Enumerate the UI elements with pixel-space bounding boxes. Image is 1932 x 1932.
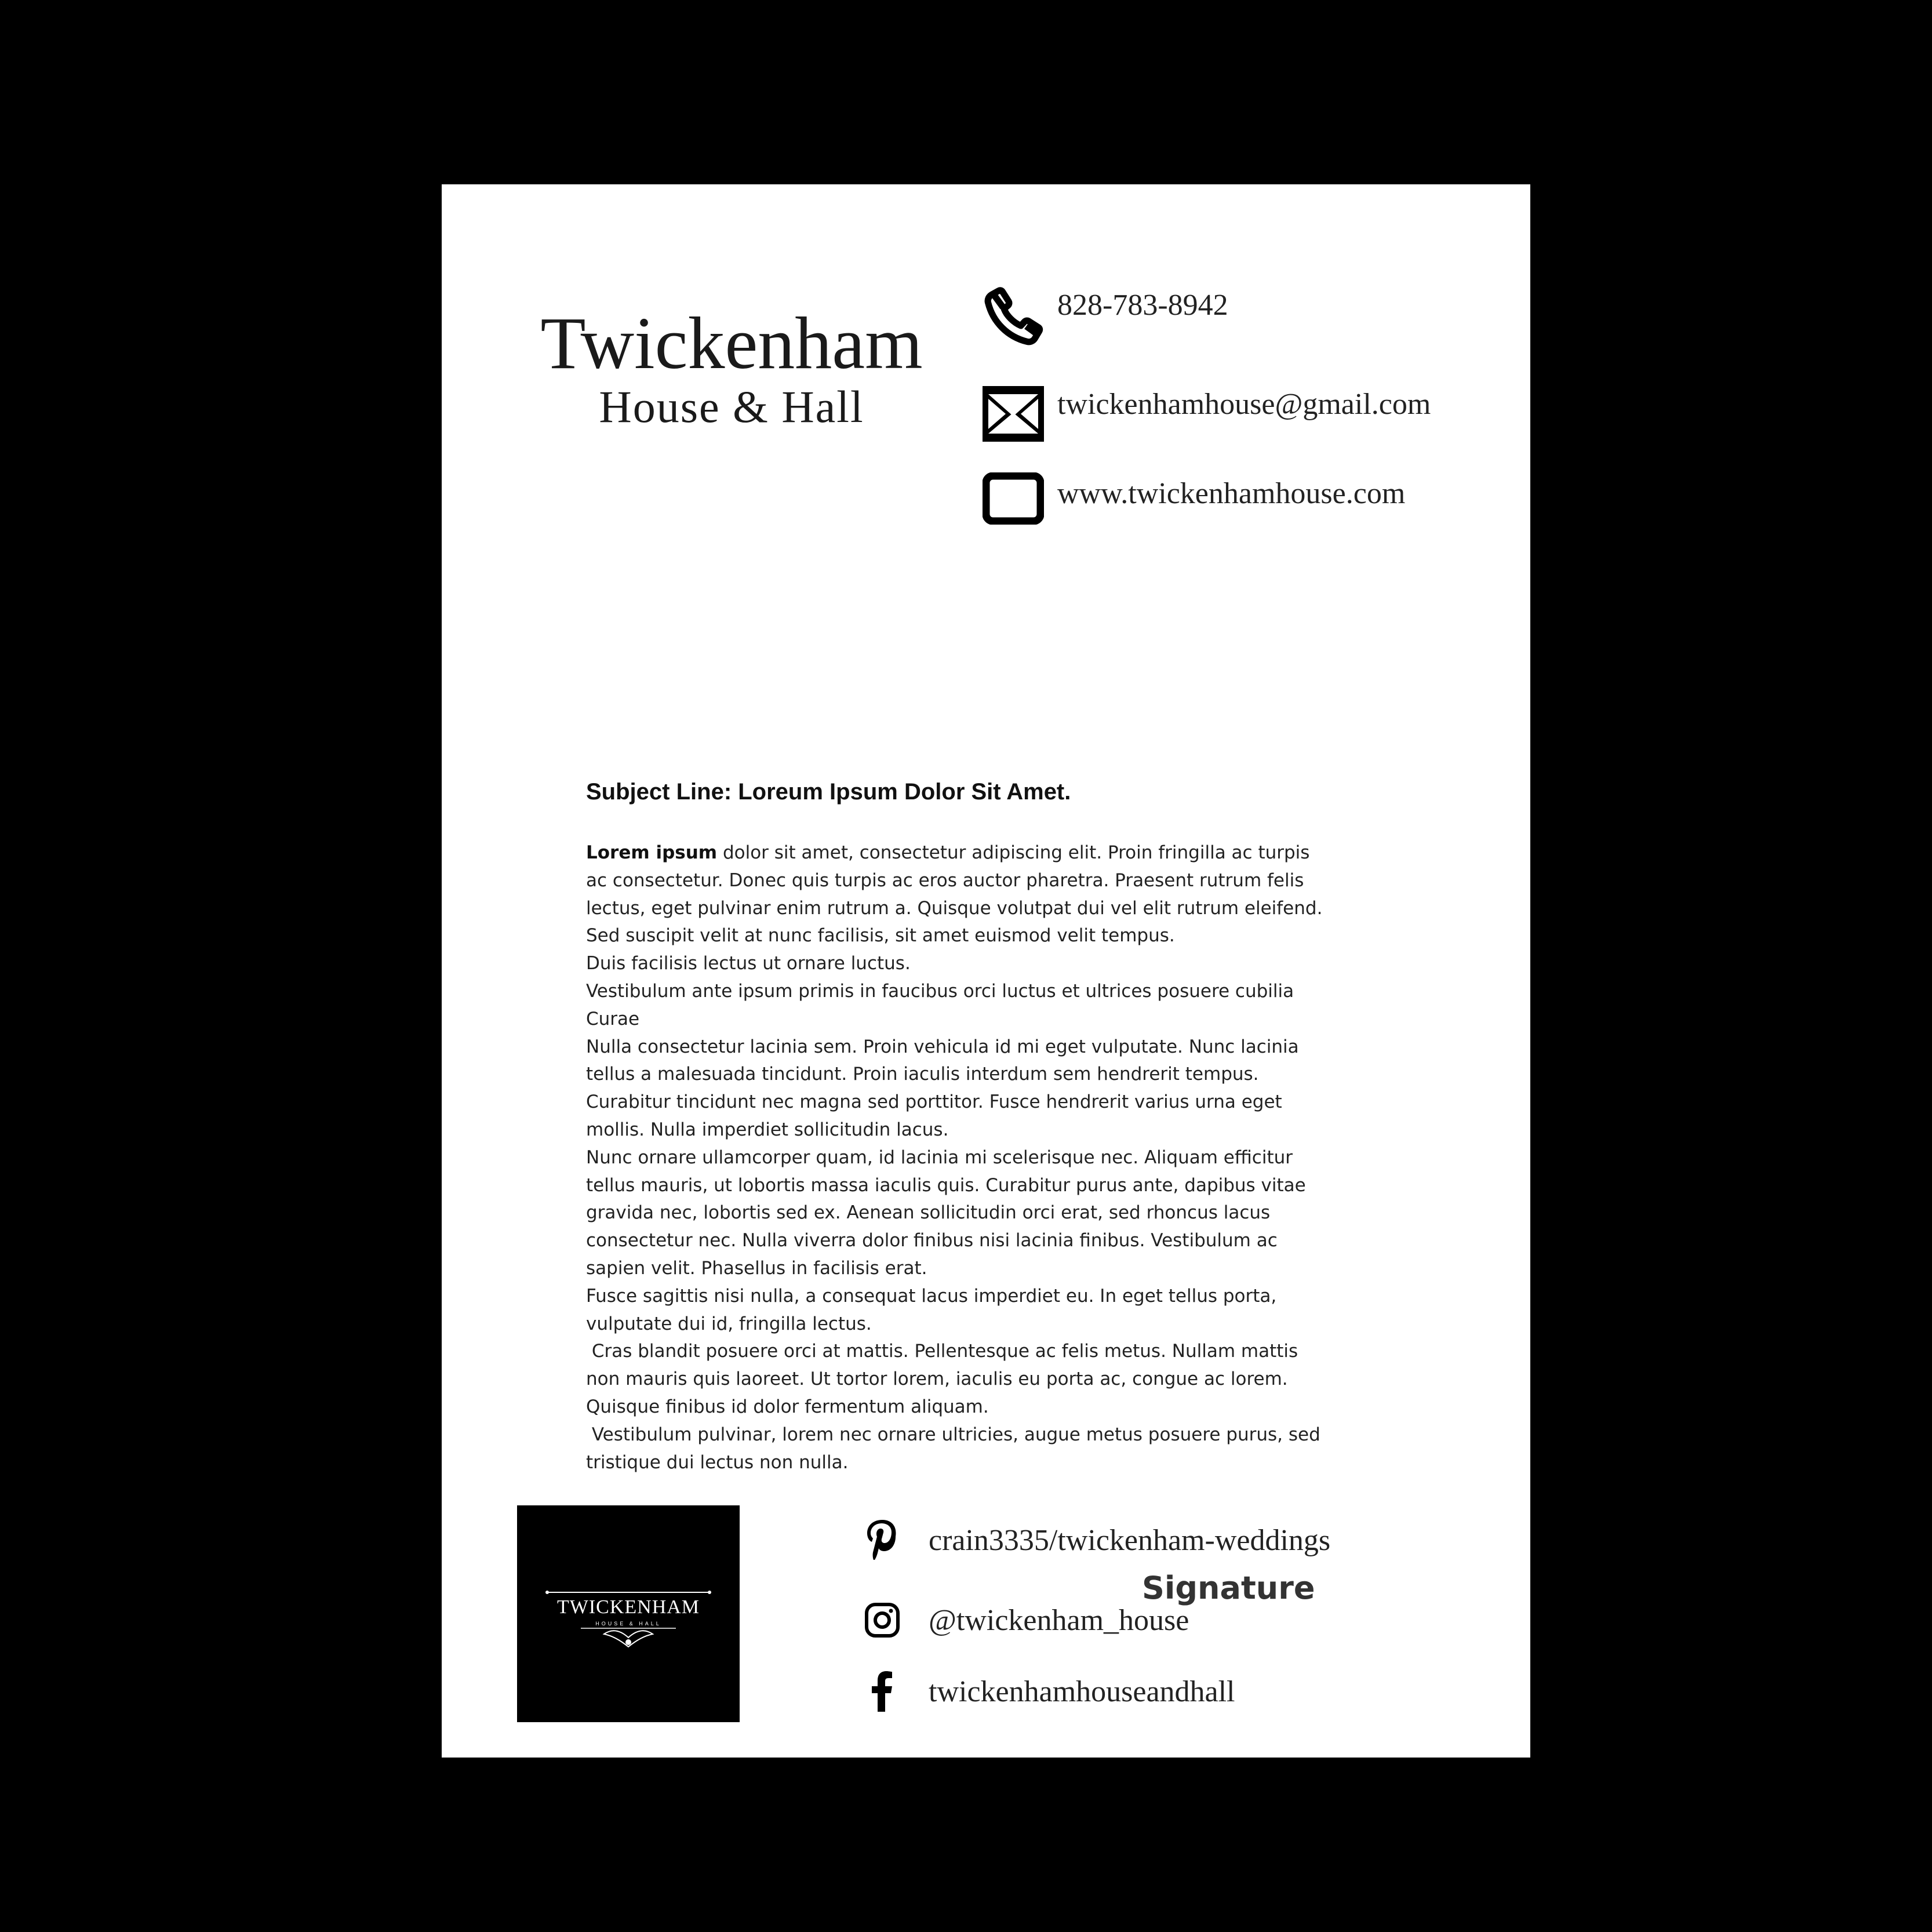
pinterest-handle[interactable]: crain3335/twickenham-weddings [929,1523,1331,1557]
instagram-handle[interactable]: @twickenham_house [929,1603,1189,1637]
brand-name: Twickenham [540,302,923,384]
body-paragraph: Curabitur tincidunt nec magna sed porttitor. Fusce hendrerit varius urna eget mollis. Nulla imperdiet sollicitudin lacus. [586,1091,1288,1140]
phone-number[interactable]: 828-783-8942 [1057,288,1228,322]
social-facebook [853,1665,1235,1718]
body-paragraph: Nulla consectetur lacinia sem. Proin vehicula id mi eget vulputate. Nunc lacinia tellus a malesuada tincidunt. Proin iaculis interdum sem hendrerit tempus. [586,1036,1305,1085]
body-paragraph: Fusce sagittis nisi nulla, a consequat lacus imperdiet eu. In eget tellus porta, vulputate dui id, fringilla lectus. [586,1285,1283,1334]
brand-logo [517,1505,740,1722]
body-paragraph [586,839,1334,950]
website-url[interactable]: www.twickenhamhouse.com [1057,476,1406,510]
letter-body [586,839,1334,1476]
body-paragraph: Vestibulum ante ipsum primis in faucibus orci luctus et ultrices posuere cubilia Curae [586,980,1300,1029]
body-paragraph: Cras blandit posuere orci at mattis. Pellentesque ac felis metus. Nullam mattis non mauris quis laoreet. Ut tortor lorem, iaculis eu porta ac, congue ac lorem. Quisque finibus id dolor fermentum aliquam. [586,1341,1304,1417]
pinterest-icon [853,1514,911,1566]
phone-icon [981,284,1046,349]
lead-text: dolor sit amet, consectetur adipiscing elit. Proin fringilla ac turpis ac consectetur. Donec quis turpis ac eros auctor pharetra. Praesent rutrum felis lectus, eget pulvinar enim rutrum a. Quisque volutpat dui vel elit rutrum eleifend. Sed suscipit velit at nunc facilisis, sit amet euismod velit tempus. [586,842,1329,947]
letterhead-page [442,184,1530,1758]
signature: Signature [1142,1570,1315,1606]
body-paragraph: Duis facilisis lectus ut ornare luctus. [586,953,911,974]
instagram-icon [853,1594,911,1646]
body-paragraph: Vestibulum pulvinar, lorem nec ornare ultricies, augue metus posuere purus, sed tristique dui lectus non nulla. [586,1424,1326,1473]
brand-subtitle: House & Hall [599,381,864,432]
email-address[interactable]: twickenhamhouse@gmail.com [1057,387,1431,421]
contact-phone [981,284,1228,349]
logo-tagline: HOUSE & HALL [595,1621,661,1627]
lead-bold-text: Lorem ipsum [586,842,718,863]
logo-name: TWICKENHAM [556,1596,700,1618]
body-paragraph: Nunc ornare ullamcorper quam, id lacinia mi scelerisque nec. Aliquam efficitur tellus mauris, ut lobortis massa iaculis quis. Curabitur purus ante, dapibus vitae gravida nec, lobortis sed ex. Aenean sollicitudin orci erat, sed rhoncus lacus consectetur nec. Nulla viverra dolor finibus nisi lacinia finibus. Vestibulum ac sapien velit. Phasellus in facilisis erat. [586,1147,1312,1279]
subject-line: Subject Line: Loreum Ipsum Dolor Sit Amet. [586,779,1071,805]
facebook-icon [853,1665,911,1718]
website-icon [981,466,1046,531]
contact-email [981,381,1431,446]
envelope-icon [981,381,1046,446]
social-pinterest [853,1514,1330,1566]
contact-website [981,466,1405,531]
social-instagram [853,1594,1189,1646]
facebook-handle[interactable]: twickenhamhouseandhall [929,1675,1235,1708]
